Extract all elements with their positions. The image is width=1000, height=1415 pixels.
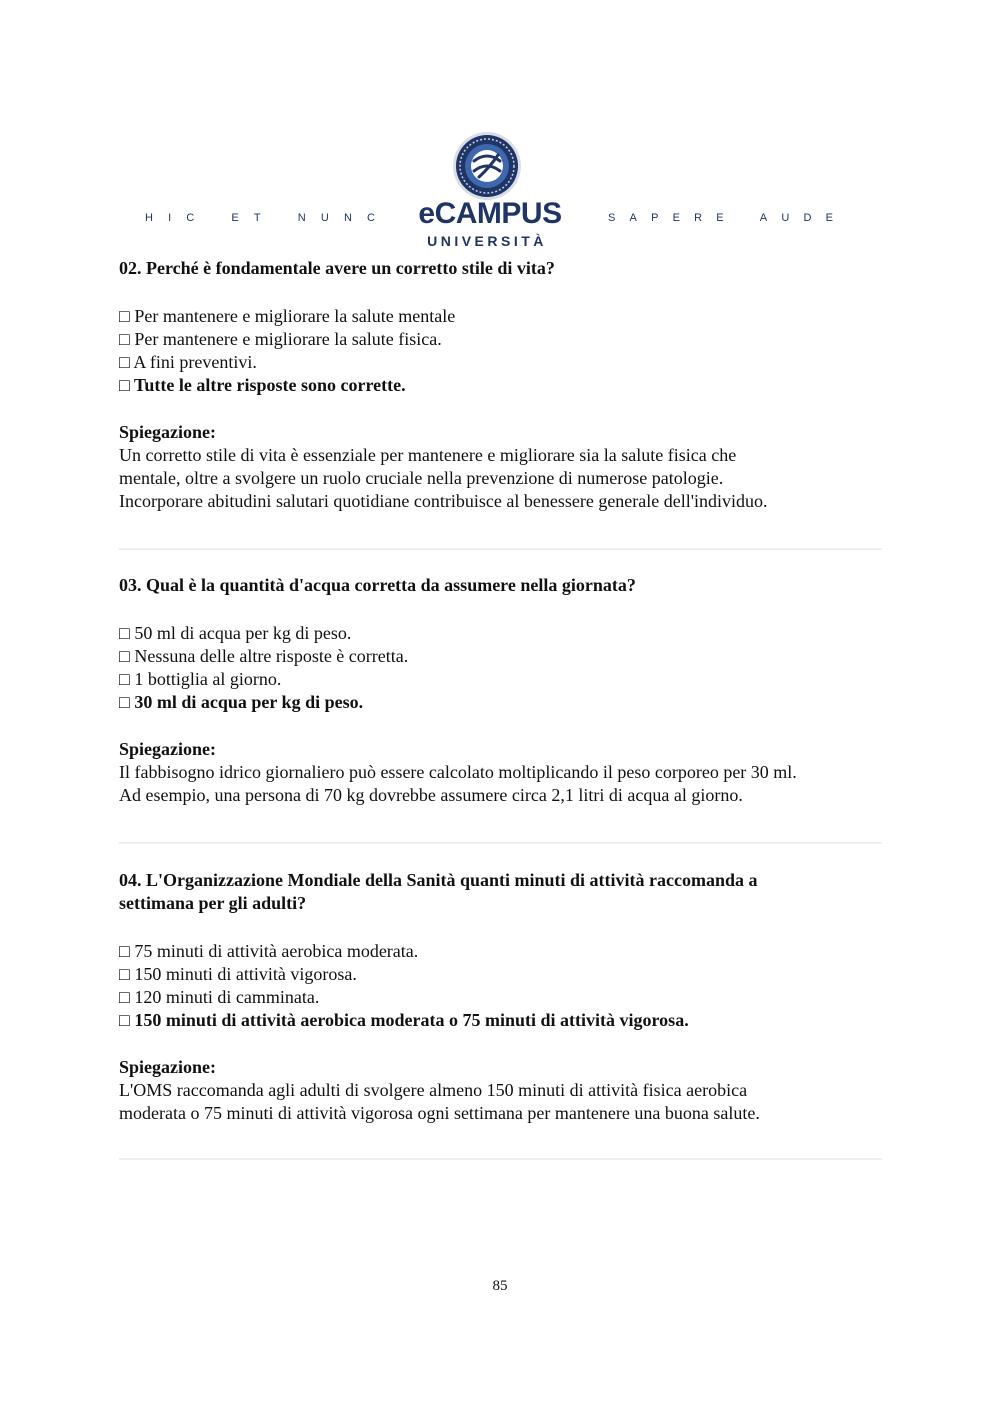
answer-options [119, 622, 889, 714]
motto-letter: C [367, 212, 375, 224]
motto-letter: D [803, 212, 812, 224]
answer-options [119, 305, 889, 397]
answer-option: □ 1 bottiglia al giorno. [119, 669, 282, 689]
explanation-line: Incorporare abitudini salutari quotidiane contribuisce al benessere generale dell'individuo. [119, 491, 768, 511]
answer-option: □ 50 ml di acqua per kg di peso. [119, 623, 352, 643]
answer-option: □ 150 minuti di attività vigorosa. [119, 964, 357, 984]
motto-letter: U [320, 212, 329, 224]
answer-option: □ Per mantenere e migliorare la salute fisica. [119, 329, 442, 349]
answer-option-correct: □ 30 ml di acqua per kg di peso. [119, 692, 364, 712]
question-title: 02. Perché è fondamentale avere un corretto stile di vita? [119, 258, 555, 278]
answer-options [119, 940, 889, 1032]
motto-letter: A [629, 212, 637, 224]
answer-option: □ 75 minuti di attività aerobica moderata. [119, 941, 419, 961]
page-number: 85 [492, 1278, 508, 1294]
motto-letter: A [759, 212, 768, 224]
answer-option-correct: □ 150 minuti di attività aerobica moderata o 75 minuti di attività vigorosa. [119, 1010, 689, 1030]
motto-letter: R [694, 212, 703, 224]
motto-letter: T [253, 212, 261, 224]
motto-letter: N [297, 212, 306, 224]
brand-subtitle: UNIVERSITÀ [427, 233, 547, 249]
motto-letter: N [343, 212, 352, 224]
motto-letter: C [186, 212, 195, 224]
answer-option: □ A fini preventivi. [119, 352, 257, 372]
motto-letter: H [145, 212, 153, 224]
section-divider [119, 842, 882, 844]
motto-letter: P [651, 212, 659, 224]
question-block-03 [119, 574, 889, 807]
motto-letter: E [716, 212, 724, 224]
question-block-04 [119, 869, 889, 1125]
brand-wordmark: eCAMPUS [418, 197, 562, 230]
motto-hic-et-nunc [145, 212, 375, 224]
answer-option: □ Per mantenere e migliorare la salute mentale [119, 306, 456, 326]
motto-letter: I [168, 212, 172, 224]
explanation-line: L'OMS raccomanda agli adulti di svolgere almeno 150 minuti di attività fisica aerobica [119, 1080, 748, 1100]
motto-letter: E [825, 212, 833, 224]
ecampus-seal-icon [452, 131, 522, 201]
question-title-line: 04. L'Organizzazione Mondiale della Sanità quanti minuti di attività raccomanda a [119, 870, 758, 890]
section-divider [119, 548, 882, 550]
explanation-line: Un corretto stile di vita è essenziale per mantenere e migliorare sia la salute fisica che [119, 445, 737, 465]
explanation-line: mentale, oltre a svolgere un ruolo cruciale nella prevenzione di numerose patologie. [119, 468, 724, 488]
section-divider [119, 1158, 882, 1160]
explanation-line: moderata o 75 minuti di attività vigorosa ogni settimana per mantenere una buona salute. [119, 1103, 760, 1123]
explanation-line: Ad esempio, una persona di 70 kg dovrebbe assumere circa 2,1 litri di acqua al giorno. [119, 785, 743, 805]
motto-letter: S [608, 212, 616, 224]
ecampus-header [0, 128, 1000, 253]
motto-sapere-aude [608, 212, 833, 224]
explanation-label: Spiegazione: [119, 422, 216, 442]
motto-letter: U [781, 212, 790, 224]
explanation-label: Spiegazione: [119, 739, 216, 759]
motto-letter: E [231, 212, 239, 224]
motto-letter: E [672, 212, 680, 224]
answer-option: □ 120 minuti di camminata. [119, 987, 320, 1007]
question-title-line: settimana per gli adulti? [119, 893, 307, 913]
question-block-02 [119, 257, 889, 513]
question-title: 03. Qual è la quantità d'acqua corretta da assumere nella giornata? [119, 575, 636, 595]
quiz-content [119, 257, 889, 1160]
answer-option: □ Nessuna delle altre risposte è corretta. [119, 646, 409, 666]
answer-option-correct: □ Tutte le altre risposte sono corrette. [119, 375, 406, 395]
explanation-line: Il fabbisogno idrico giornaliero può essere calcolato moltiplicando il peso corporeo per 30 ml. [119, 762, 797, 782]
explanation-label: Spiegazione: [119, 1057, 216, 1077]
